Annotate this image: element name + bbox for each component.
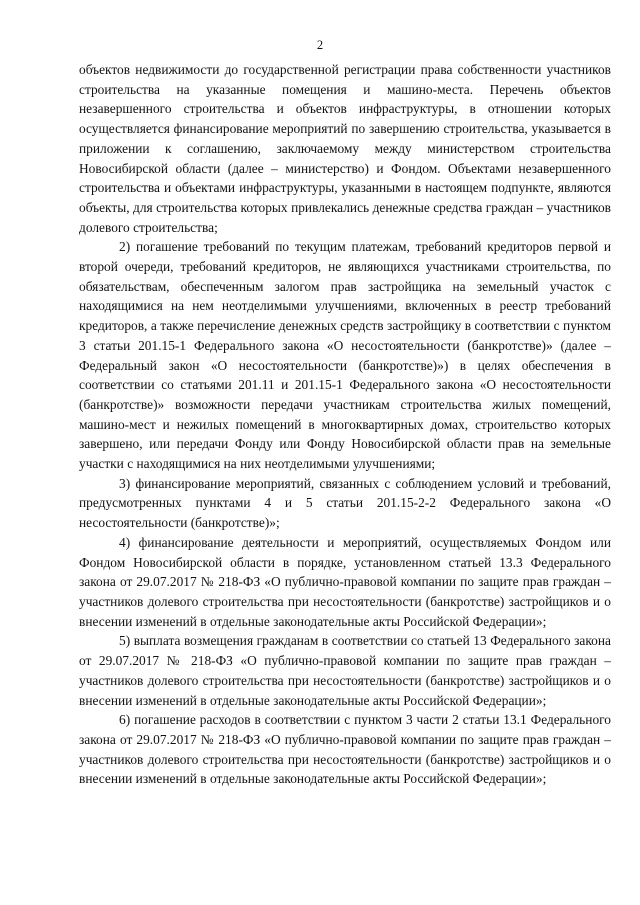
paragraph-item-2: 2) погашение требований по текущим платежам, требований кредиторов первой и второй очереди, требований кредиторов, не являющихся участниками строительства, по обязательствам, обеспеченным залогом прав застройщика на земельный участок с находящимися на нем неотделимыми улучшениями, включенных в реестр требований кредиторов, а также перечисление денежных средств застройщику в соответствии с пунктом 3 статьи 201.15-1 Федерального закона «О несостоятельности (банкротстве)» (далее – Федеральный закон «О несостоятельности (банкротстве)») в целях обеспечения в соответствии со статьями 201.11 и 201.15-1 Федерального закона «О несостоятельности (банкротстве)» возможности передачи участникам строительства жилых помещений, машино-мест и нежилых помещений в многоквартирных домах, строительство которых завершено, или передачи Фонду или Фонду Новосибирской области прав на земельные участки с находящимися на них неотделимыми улучшениями; [79,239,611,472]
document-body [79,60,611,789]
paragraph-item-6: 6) погашение расходов в соответствии с пунктом 3 части 2 статьи 13.1 Федерального закона от 29.07.2017 № 218-ФЗ «О публично-правовой компании по защите прав граждан – участников долевого строительства при несостоятельности (банкротстве) застройщиков и о внесении изменений в отдельные законодательные акты Российской Федерации»; [79,712,611,787]
paragraph-item-5: 5) выплата возмещения гражданам в соответствии со статьей 13 Федерального закона от 29.07.2017 № 218-ФЗ «О публично-правовой компании по защите прав граждан – участников долевого строительства при несостоятельности (банкротстве) застройщиков и о внесении изменений в отдельные законодательные акты Российской Федерации»; [79,633,611,708]
paragraph-continuation: объектов недвижимости до государственной регистрации права собственности участников строительства на указанные помещения и машино-места. Перечень объектов незавершенного строительства и объектов инфраструктуры, в отношении которых осуществляется финансирование мероприятий по завершению строительства, указывается в приложении к соглашению, заключаемому между министерством строительства Новосибирской области (далее – министерство) и Фондом. Объектами незавершенного строительства и объектами инфраструктуры, указанными в настоящем подпункте, являются объекты, для строительства которых привлекались денежные средства граждан – участников долевого строительства; [79,62,611,235]
paragraph-item-3: 3) финансирование мероприятий, связанных с соблюдением условий и требований, предусмотренных пунктами 4 и 5 статьи 201.15-2-2 Федерального закона «О несостоятельности (банкротстве)»; [79,475,611,531]
paragraph-item-4: 4) финансирование деятельности и мероприятий, осуществляемых Фондом или Фондом Новосибирской области в порядке, установленном статьей 13.3 Федерального закона от 29.07.2017 № 218-ФЗ «О публично-правовой компании по защите прав граждан – участников долевого строительства при несостоятельности (банкротстве) застройщиков и о внесении изменений в отдельные законодательные акты Российской Федерации»; [79,534,611,629]
page-number: 2 [316,38,324,52]
